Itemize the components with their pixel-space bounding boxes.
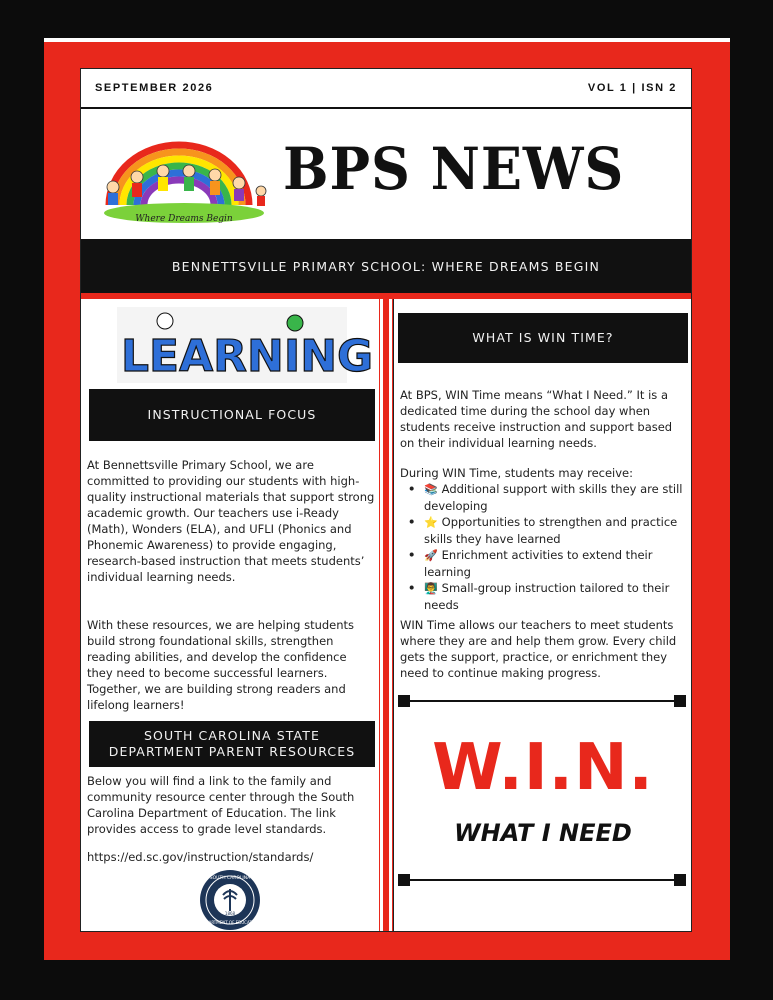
instructional-focus-paragraph-1: At Bennettsville Primary School, we are committed to providing our students with high-quality instructional materials that support strong academic growth. Our teachers use i-Ready (Math), Wonders (ELA), and UFLI (Phonics and Phonemic Awareness) to provide engaging, research-based instruction that meets students’ individual learning needs. <box>87 458 375 584</box>
win-graphic <box>398 695 688 921</box>
banner-text: BENNETTSVILLE PRIMARY SCHOOL: WHERE DREAMS BEGIN <box>171 258 601 274</box>
win-time-list <box>402 481 688 613</box>
books-icon: 📚 <box>424 483 438 496</box>
newsletter-title: BPS NEWS <box>283 135 625 203</box>
masthead <box>81 111 691 239</box>
win-time-heading-text: WHAT IS WIN TIME? <box>472 330 614 345</box>
dateline <box>81 69 691 109</box>
rainbow-kids-logo <box>89 127 279 227</box>
win-time-heading <box>398 313 688 363</box>
list-item: • 👨‍🏫 Small-group instruction tailored to their needs <box>402 580 688 613</box>
column-divider <box>379 299 393 931</box>
win-time-paragraph-2: During WIN Time, students may receive: <box>400 466 634 480</box>
issue-volume: VOL 1 | ISN 2 <box>587 82 677 94</box>
learning-graphic <box>117 307 374 383</box>
win-graphic-bottom-rule <box>406 879 680 881</box>
win-graphic-subtitle: WHAT I NEED <box>454 819 632 847</box>
win-graphic-corner <box>398 874 410 886</box>
school-banner <box>81 239 691 293</box>
sc-resources-paragraph: Below you will find a link to the family and community resource center through the South Carolina Department of Education. The link provides access to grade level standards. <box>87 774 355 836</box>
sc-education-seal-icon <box>199 869 261 931</box>
instructional-focus-heading-text: INSTRUCTIONAL FOCUS <box>147 407 317 422</box>
svg-text:DEPARTMENT OF EDUCATION: DEPARTMENT OF EDUCATION <box>200 920 260 925</box>
win-graphic-title: W.I.N. <box>432 731 654 805</box>
win-graphic-top-rule <box>406 700 680 702</box>
group-icon: 👨‍🏫 <box>424 582 438 595</box>
star-icon: ⭐ <box>424 516 438 529</box>
instructional-focus-paragraph-2: With these resources, we are helping students build strong foundational skills, strengthen reading abilities, and develop the confidence they need to become successful learners. Together, we are building strong readers and lifelong learners! <box>87 618 355 712</box>
win-graphic-corner <box>398 695 410 707</box>
issue-date: SEPTEMBER 2026 <box>95 82 214 94</box>
rocket-icon: 🚀 <box>424 549 438 562</box>
svg-text:SOUTH CAROLINA: SOUTH CAROLINA <box>209 876 251 881</box>
right-column <box>393 299 691 931</box>
win-graphic-corner <box>674 874 686 886</box>
standards-link[interactable]: https://ed.sc.gov/instruction/standards/ <box>87 850 314 864</box>
sc-heading-line-2: DEPARTMENT PARENT RESOURCES <box>108 744 356 759</box>
win-time-paragraph-1: At BPS, WIN Time means “What I Need.” It is a dedicated time during the school day when students receive instruction and support based on their individual learning needs. <box>400 388 673 450</box>
svg-text:Where Dreams Begin: Where Dreams Begin <box>135 214 233 224</box>
sc-resources-heading <box>89 721 375 767</box>
win-time-paragraph-3: WIN Time allows our teachers to meet students where they are and help them grow. Every child gets the support, practice, or enrichment they need to continue making progress. <box>400 618 677 680</box>
list-item: • ⭐ Opportunities to strengthen and practice skills they have learned <box>402 514 688 547</box>
sc-heading-line-1: SOUTH CAROLINA STATE <box>144 728 320 743</box>
win-graphic-corner <box>674 695 686 707</box>
newsletter-page <box>80 68 692 932</box>
left-column <box>81 299 379 931</box>
list-item: • 🚀 Enrichment activities to extend their learning <box>402 547 688 580</box>
svg-text:1868: 1868 <box>224 911 236 916</box>
list-item: • 📚 Additional support with skills they are still developing <box>402 481 688 514</box>
svg-text:LEARNING: LEARNING <box>121 331 374 382</box>
instructional-focus-heading <box>89 389 375 441</box>
newsletter-frame <box>44 42 730 960</box>
